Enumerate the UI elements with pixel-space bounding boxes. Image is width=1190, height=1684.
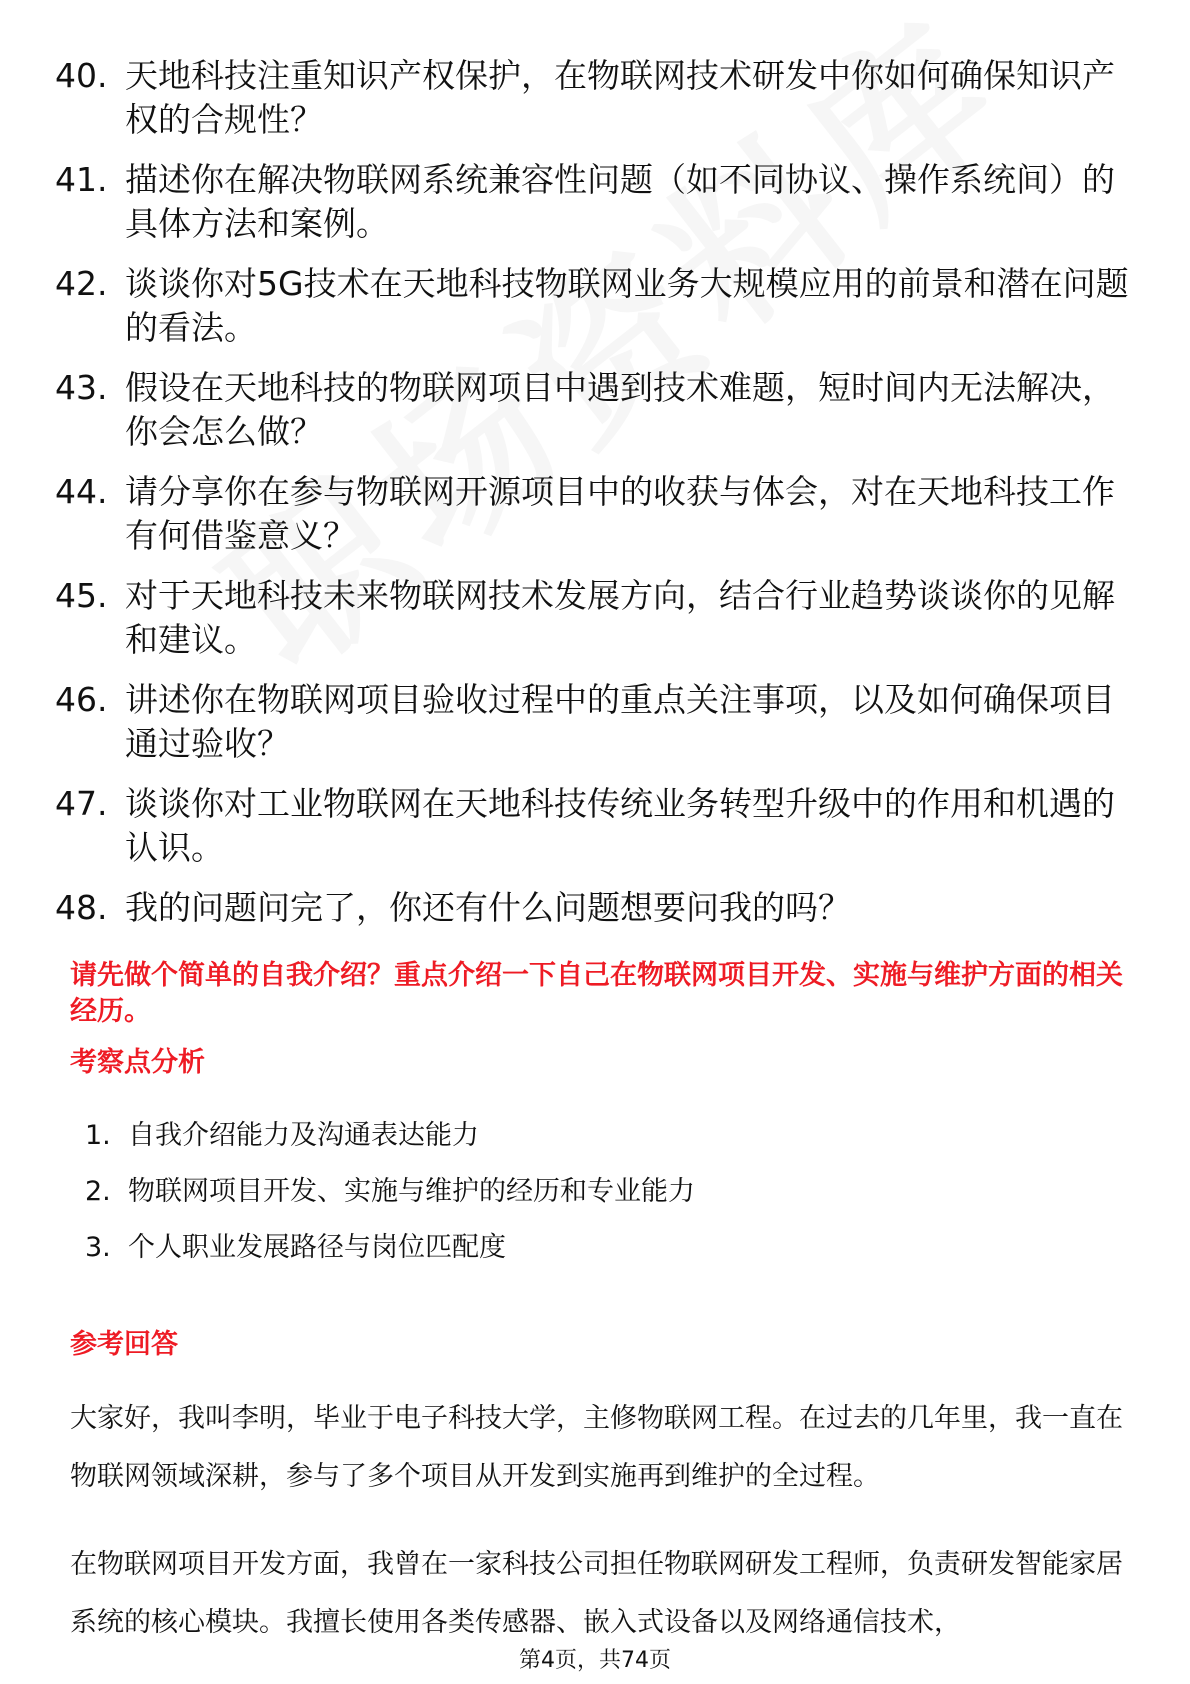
question-text: 我的问题问完了，你还有什么问题想要问我的吗？ xyxy=(125,888,851,927)
question-number: 46. xyxy=(55,680,108,719)
question-number: 41. xyxy=(55,160,108,199)
question-list xyxy=(55,54,1135,946)
question-item xyxy=(55,574,1135,662)
question-item xyxy=(55,782,1135,870)
analysis-point xyxy=(85,1173,695,1211)
question-item xyxy=(55,886,1135,930)
question-text: 谈谈你对工业物联网在天地科技传统业务转型升级中的作用和机遇的认识。 xyxy=(125,784,1115,867)
point-text: 物联网项目开发、实施与维护的经历和专业能力 xyxy=(128,1176,695,1207)
question-text: 天地科技注重知识产权保护，在物联网技术研发中你如何确保知识产权的合规性？ xyxy=(125,56,1115,139)
point-text: 个人职业发展路径与岗位匹配度 xyxy=(128,1232,506,1263)
question-number: 48. xyxy=(55,888,108,927)
question-number: 40. xyxy=(55,56,108,95)
question-text: 描述你在解决物联网系统兼容性问题（如不同协议、操作系统间）的具体方法和案例。 xyxy=(125,160,1115,243)
question-text: 谈谈你对5G技术在天地科技物联网业务大规模应用的前景和潜在问题的看法。 xyxy=(125,264,1129,347)
analysis-title: 考察点分析 xyxy=(70,1047,205,1078)
question-text: 假设在天地科技的物联网项目中遇到技术难题，短时间内无法解决，你会怎么做？ xyxy=(125,368,1115,451)
question-item xyxy=(55,158,1135,246)
answer-paragraph: 大家好，我叫李明，毕业于电子科技大学，主修物联网工程。在过去的几年里，我一直在物联网领域深耕，参与了多个项目从开发到实施再到维护的全过程。 xyxy=(70,1403,1123,1492)
question-text: 讲述你在物联网项目验收过程中的重点关注事项，以及如何确保项目通过验收？ xyxy=(125,680,1115,763)
question-number: 47. xyxy=(55,784,108,823)
point-number: 1. xyxy=(85,1120,111,1151)
analysis-point-list xyxy=(85,1117,695,1285)
question-item xyxy=(55,678,1135,766)
highlight-question: 请先做个简单的自我介绍？重点介绍一下自己在物联网项目开发、实施与维护方面的相关经历。 xyxy=(70,960,1123,1027)
question-number: 43. xyxy=(55,368,108,407)
page-footer: 第4页，共74页 xyxy=(519,1648,671,1673)
question-number: 42. xyxy=(55,264,108,303)
analysis-point xyxy=(85,1117,695,1155)
question-item xyxy=(55,54,1135,142)
point-number: 3. xyxy=(85,1232,111,1263)
question-text: 对于天地科技未来物联网技术发展方向，结合行业趋势谈谈你的见解和建议。 xyxy=(125,576,1115,659)
answer-paragraph: 在物联网项目开发方面，我曾在一家科技公司担任物联网研发工程师，负责研发智能家居系统的核心模块。我擅长使用各类传感器、嵌入式设备以及网络通信技术， xyxy=(70,1549,1123,1638)
question-item xyxy=(55,366,1135,454)
answer-title: 参考回答 xyxy=(70,1329,178,1360)
question-number: 44. xyxy=(55,472,108,511)
point-text: 自我介绍能力及沟通表达能力 xyxy=(128,1120,479,1151)
question-item xyxy=(55,262,1135,350)
point-number: 2. xyxy=(85,1176,111,1207)
question-item xyxy=(55,470,1135,558)
question-number: 45. xyxy=(55,576,108,615)
analysis-point xyxy=(85,1229,695,1267)
question-text: 请分享你在参与物联网开源项目中的收获与体会，对在天地科技工作有何借鉴意义？ xyxy=(125,472,1115,555)
